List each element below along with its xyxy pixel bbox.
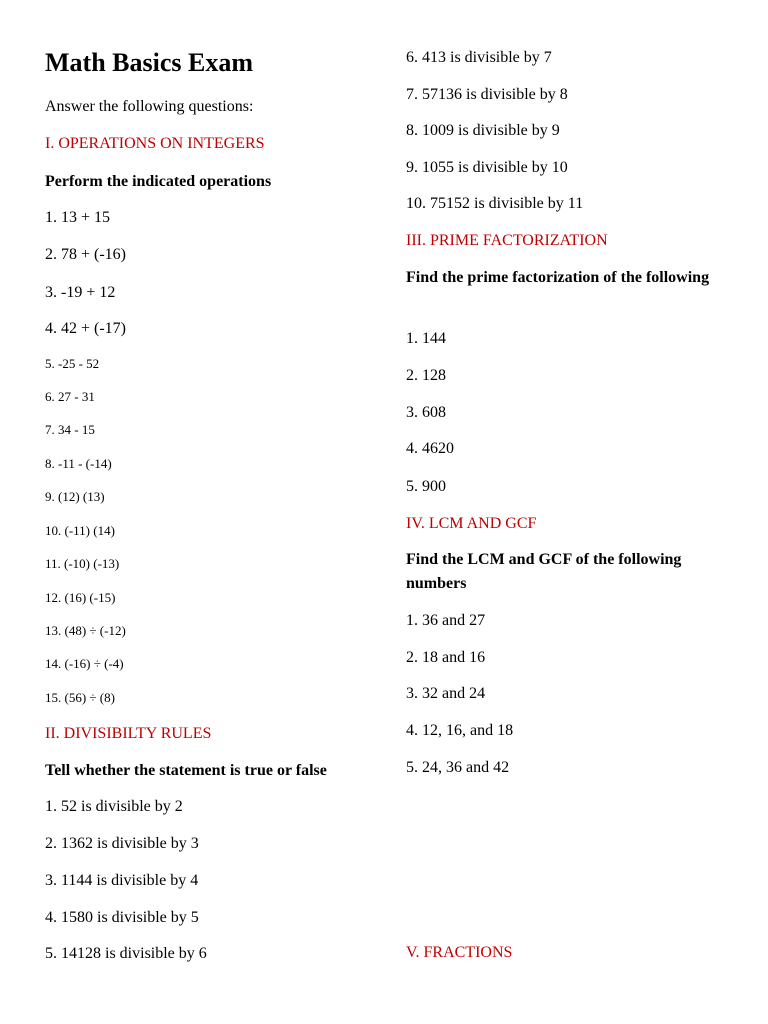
question-item: 14. (-16) ÷ (-4) xyxy=(45,656,124,671)
question-item: 4. 42 + (-17) xyxy=(45,320,127,337)
question-item: 7. 57136 is divisible by 8 xyxy=(406,86,568,103)
question-item: 3. 32 and 24 xyxy=(406,685,486,702)
question-item: 2. 1362 is divisible by 3 xyxy=(45,835,199,852)
question-item: 6. 27 - 31 xyxy=(45,389,95,404)
question-item: 4. 12, 16, and 18 xyxy=(406,722,514,739)
question-item: 5. 900 xyxy=(406,478,446,495)
question-item: 8. -11 - (-14) xyxy=(45,456,112,471)
section-heading-lcm-gcf: IV. LCM AND GCF xyxy=(406,515,537,532)
section-heading-prime: III. PRIME FACTORIZATION xyxy=(406,232,608,249)
question-item: 5. -25 - 52 xyxy=(45,356,100,371)
question-item: 9. 1055 is divisible by 10 xyxy=(406,159,568,176)
question-item: 10. (-11) (14) xyxy=(45,523,115,538)
question-item: 9. (12) (13) xyxy=(45,489,105,504)
section-heading-divisibility: II. DIVISIBILTY RULES xyxy=(45,725,212,742)
question-item: 13. (48) ÷ (-12) xyxy=(45,623,126,638)
question-item: 1. 13 + 15 xyxy=(45,209,111,226)
question-item: 3. 608 xyxy=(406,404,446,421)
question-item: 1. 144 xyxy=(406,330,446,347)
question-item: 4. 4620 xyxy=(406,440,454,457)
question-item: 5. 24, 36 and 42 xyxy=(406,759,510,776)
question-item: 11. (-10) (-13) xyxy=(45,556,120,571)
question-item: 2. 128 xyxy=(406,367,446,384)
question-item: 2. 18 and 16 xyxy=(406,649,486,666)
question-item: 3. 1144 is divisible by 4 xyxy=(45,872,199,889)
question-item: 15. (56) ÷ (8) xyxy=(45,690,115,705)
question-item: 4. 1580 is divisible by 5 xyxy=(45,909,199,926)
instruction-lcm-gcf: Find the LCM and GCF of the following numbers xyxy=(406,551,682,592)
instruction-prime: Find the prime factorization of the following xyxy=(406,269,710,286)
instruction-divisibility: Tell whether the statement is true or false xyxy=(45,762,327,779)
instruction-operations: Perform the indicated operations xyxy=(45,173,272,190)
question-item: 8. 1009 is divisible by 9 xyxy=(406,122,560,139)
section-heading-operations: I. OPERATIONS ON INTEGERS xyxy=(45,135,265,152)
question-item: 12. (16) (-15) xyxy=(45,590,116,605)
question-item: 2. 78 + (-16) xyxy=(45,246,127,263)
question-item: 5. 14128 is divisible by 6 xyxy=(45,945,207,962)
question-item: 1. 52 is divisible by 2 xyxy=(45,798,183,815)
page-title: Math Basics Exam xyxy=(45,48,253,77)
question-item: 7. 34 - 15 xyxy=(45,422,95,437)
question-item: 10. 75152 is divisible by 11 xyxy=(406,195,584,212)
intro-text: Answer the following questions: xyxy=(45,98,254,115)
section-heading-fractions: V. FRACTIONS xyxy=(406,944,513,961)
question-item: 3. -19 + 12 xyxy=(45,284,116,301)
question-item: 6. 413 is divisible by 7 xyxy=(406,49,552,66)
question-item: 1. 36 and 27 xyxy=(406,612,486,629)
